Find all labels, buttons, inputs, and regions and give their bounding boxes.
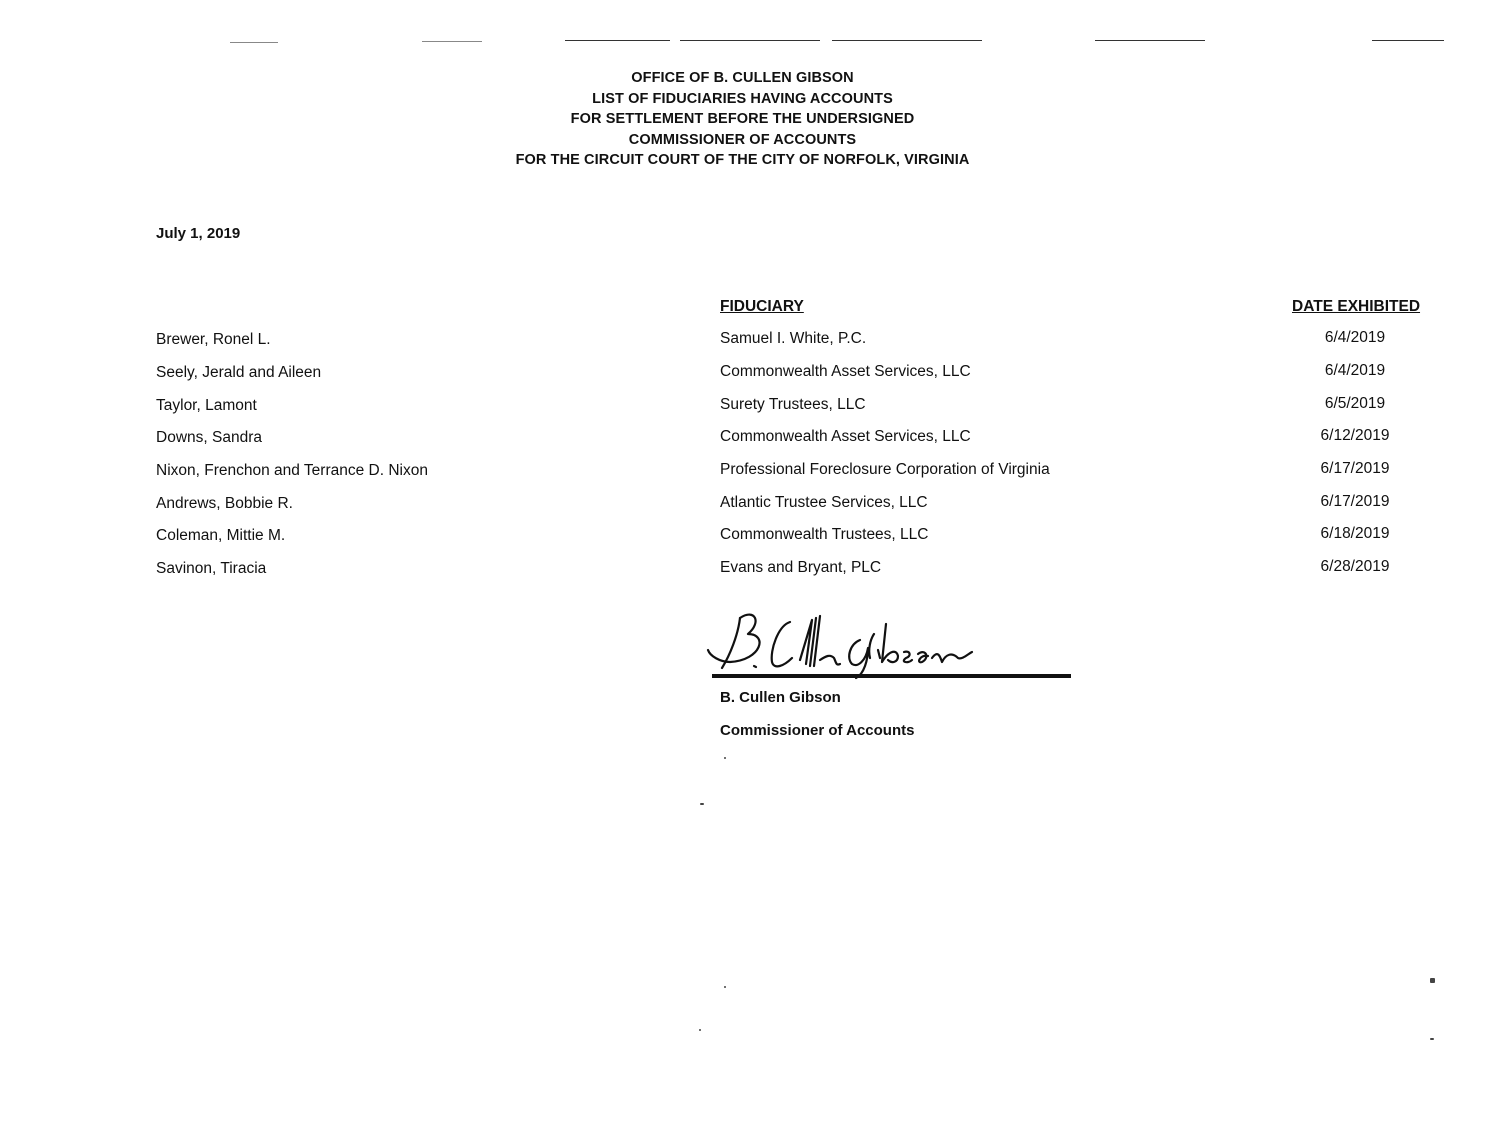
list-row	[0, 525, 1497, 558]
list-row	[0, 493, 1497, 526]
scan-speck	[724, 757, 726, 759]
estate-name: Coleman, Mittie M.	[156, 527, 286, 544]
date-exhibited: 6/5/2019	[1324, 395, 1386, 412]
estate-name: Downs, Sandra	[156, 429, 262, 446]
scan-artifact	[1372, 40, 1444, 41]
signatory-name: B. Cullen Gibson	[720, 689, 841, 706]
fiduciary-name: Surety Trustees, LLC	[720, 396, 866, 413]
date-exhibited: 6/17/2019	[1320, 493, 1390, 510]
fiduciary-name: Professional Foreclosure Corporation of Virginia	[720, 461, 1050, 478]
column-header-date-exhibited: DATE EXHIBITED	[1292, 298, 1421, 315]
fiduciary-name: Commonwealth Asset Services, LLC	[720, 428, 971, 445]
list-row	[0, 427, 1497, 460]
date-exhibited: 6/17/2019	[1320, 460, 1390, 477]
estate-name: Seely, Jerald and Aileen	[156, 364, 322, 381]
estate-name: Andrews, Bobbie R.	[156, 495, 293, 512]
column-header-fiduciary: FIDUCIARY	[720, 298, 804, 315]
date-exhibited: 6/4/2019	[1324, 329, 1386, 346]
header-line-4: COMMISSIONER OF ACCOUNTS	[628, 131, 857, 148]
header-line-2: LIST OF FIDUCIARIES HAVING ACCOUNTS	[592, 90, 893, 107]
signatory-title: Commissioner of Accounts	[720, 722, 915, 739]
estate-name: Taylor, Lamont	[156, 397, 257, 414]
scan-artifact	[832, 40, 982, 41]
estate-name: Nixon, Frenchon and Terrance D. Nixon	[156, 462, 428, 479]
header-line-3: FOR SETTLEMENT BEFORE THE UNDERSIGNED	[570, 111, 915, 127]
date-exhibited: 6/18/2019	[1320, 525, 1390, 542]
scan-speck	[700, 803, 704, 805]
list-row	[0, 395, 1497, 428]
list-row	[0, 329, 1497, 362]
document-date: July 1, 2019	[156, 225, 241, 242]
fiduciary-name: Evans and Bryant, PLC	[720, 559, 882, 576]
scan-artifact	[230, 42, 278, 43]
scan-speck	[1430, 1038, 1434, 1040]
header-line-5: FOR THE CIRCUIT COURT OF THE CITY OF NORFOLK, VIRGINIA	[515, 152, 970, 168]
signature-line	[712, 674, 1071, 678]
fiduciary-name: Atlantic Trustee Services, LLC	[720, 494, 928, 511]
scan-artifact	[565, 40, 670, 41]
list-row	[0, 558, 1497, 591]
scan-artifact	[422, 41, 482, 42]
fiduciary-name: Samuel I. White, P.C.	[720, 330, 867, 347]
list-row	[0, 460, 1497, 493]
fiduciary-name: Commonwealth Asset Services, LLC	[720, 363, 971, 380]
estate-name: Savinon, Tiracia	[156, 560, 267, 577]
document-header	[0, 68, 1485, 171]
date-exhibited: 6/12/2019	[1320, 427, 1390, 444]
header-line-1: OFFICE OF B. CULLEN GIBSON	[631, 70, 854, 86]
date-exhibited: 6/4/2019	[1324, 362, 1386, 379]
estate-name: Brewer, Ronel L.	[156, 331, 271, 348]
scan-artifact	[680, 40, 820, 41]
scan-speck	[1430, 978, 1435, 983]
list-row	[0, 362, 1497, 395]
scan-artifact	[1095, 40, 1205, 41]
fiduciary-name: Commonwealth Trustees, LLC	[720, 526, 929, 543]
date-exhibited: 6/28/2019	[1320, 558, 1390, 575]
scan-speck	[699, 1029, 701, 1031]
scan-speck	[724, 986, 726, 988]
